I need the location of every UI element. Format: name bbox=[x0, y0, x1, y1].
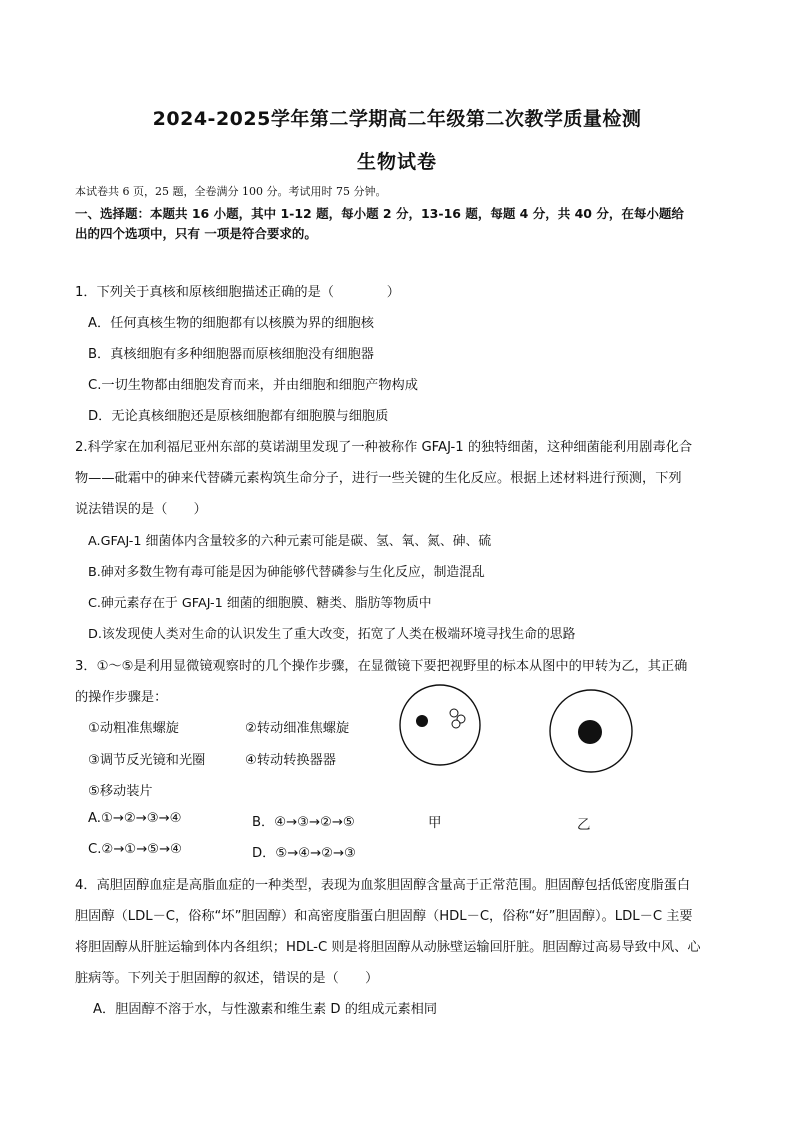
section-heading-line1: 一、选择题：本题共 16 小题，其中 1-12 题，每小题 2 分，13-16 题，每题 4 分，共 40 分，在每小题给 bbox=[75, 206, 684, 221]
page-title: 2024-2025学年第二学期高二年级第二次教学质量检测 bbox=[152, 108, 642, 130]
q3-step-5: ⑤移动装片 bbox=[88, 784, 153, 799]
q3-option-a: A.①→②→③→④ bbox=[88, 811, 182, 826]
q2-option-a: A.GFAJ-1 细菌体内含量较多的六种元素可能是碳、氢、氧、氮、砷、硫 bbox=[88, 534, 492, 549]
q1-option-a: A．任何真核生物的细胞都有以核膜为界的细胞核 bbox=[88, 316, 374, 331]
q3-stem-line2: 的操作步骤是： bbox=[75, 690, 168, 705]
q2-stem-line3: 说法错误的是（ ） bbox=[75, 502, 207, 517]
q1-option-c: C.一切生物都由细胞发育而来，并由细胞和细胞产物构成 bbox=[88, 378, 418, 393]
q1-option-b: B．真核细胞有多种细胞器而原核细胞没有细胞器 bbox=[88, 347, 374, 362]
q3-option-b: B．④→③→②→⑤ bbox=[252, 815, 355, 830]
q1-stem: 1．下列关于真核和原核细胞描述正确的是（ ） bbox=[75, 285, 400, 300]
q3-option-d: D．⑤→④→②→③ bbox=[252, 846, 356, 861]
exam-intro: 本试卷共 6 页，25 题，全卷满分 100 分。考试用时 75 分钟。 bbox=[75, 185, 387, 198]
q3-option-c: C.②→①→⑤→④ bbox=[88, 842, 182, 857]
q3-step-3: ③调节反光镜和光圈 bbox=[88, 753, 206, 768]
microscope-field-yi bbox=[548, 688, 634, 774]
figure-label-yi: 乙 bbox=[577, 817, 591, 833]
q2-option-d: D.该发现使人类对生命的认识发生了重大改变，拓宽了人类在极端环境寻找生命的思路 bbox=[88, 627, 576, 642]
q2-stem-line1: 2.科学家在加利福尼亚州东部的莫诺湖里发现了一种被称作 GFAJ-1 的独特细菌，这种细菌能利用剧毒化合 bbox=[75, 440, 693, 455]
q4-stem-line3: 将胆固醇从肝脏运输到体内各组织；HDL-C 则是将胆固醇从动脉壁运输回肝脏。胆固醇过高易导致中风、心 bbox=[75, 940, 701, 955]
q1-option-d: D．无论真核细胞还是原核细胞都有细胞膜与细胞质 bbox=[88, 409, 389, 424]
microscope-field-jia bbox=[398, 683, 482, 767]
q3-step-1: ①动粗准焦螺旋 bbox=[88, 721, 179, 736]
specimen-dot bbox=[416, 715, 428, 727]
q3-step-2: ②转动细准焦螺旋 bbox=[245, 721, 350, 736]
q4-stem-line2: 胆固醇（LDL－C，俗称“坏”胆固醇）和高密度脂蛋白胆固醇（HDL－C，俗称“好”胆固醇）。LDL－C 主要 bbox=[75, 909, 693, 924]
q2-stem-line2: 物——砒霜中的砷来代替磷元素构筑生命分子，进行一些关键的生化反应。根据上述材料进行预测，下列 bbox=[75, 471, 682, 486]
specimen-dot-magnified bbox=[578, 720, 602, 744]
q4-stem-line4: 脏病等。下列关于胆固醇的叙述，错误的是（ ） bbox=[75, 971, 379, 986]
figure-label-jia: 甲 bbox=[428, 815, 442, 831]
q2-option-c: C.砷元素存在于 GFAJ-1 细菌的细胞膜、糖类、脂肪等物质中 bbox=[88, 596, 432, 611]
q4-option-a: A．胆固醇不溶于水，与性激素和维生素 D 的组成元素相同 bbox=[93, 1002, 438, 1017]
page-subtitle: 生物试卷 bbox=[356, 151, 437, 173]
q3-stem-line1: 3．①～⑤是利用显微镜观察时的几个操作步骤，在显微镜下要把视野里的标本从图中的甲转为乙，其正确 bbox=[75, 659, 688, 674]
q4-stem-line1: 4．高胆固醇血症是高脂血症的一种类型，表现为血浆胆固醇含量高于正常范围。胆固醇包括低密度脂蛋白 bbox=[75, 878, 691, 893]
q2-option-b: B.砷对多数生物有毒可能是因为砷能够代替磷参与生化反应，制造混乱 bbox=[88, 565, 485, 580]
q3-step-4: ④转动转换器器 bbox=[245, 753, 336, 768]
section-heading-line2: 出的四个选项中，只有 一项是符合要求的。 bbox=[75, 226, 317, 241]
